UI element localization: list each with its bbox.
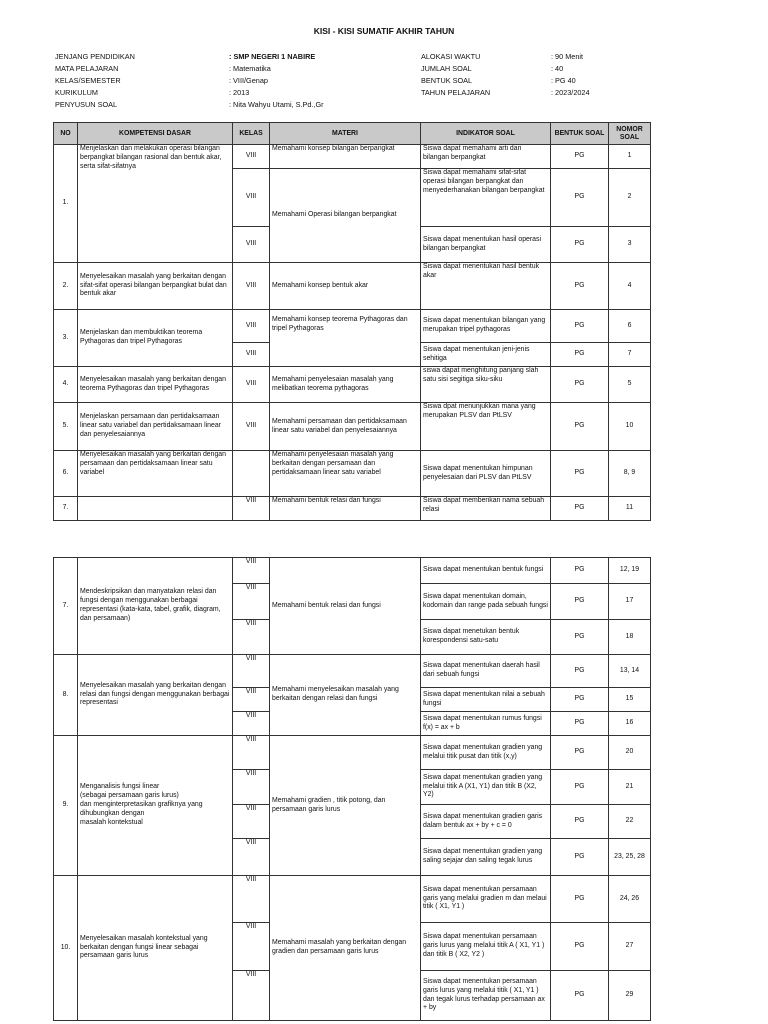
bentuk-cell: PG <box>551 367 609 403</box>
bentuk-cell: PG <box>551 923 609 971</box>
bentuk-cell: PG <box>551 584 609 620</box>
nomor-cell: 4 <box>609 263 651 310</box>
bentuk-cell: PG <box>551 736 609 770</box>
table-row <box>54 451 651 497</box>
row-no: 10. <box>54 876 78 1021</box>
row-no: 1. <box>54 145 78 263</box>
kompetensi-cell: Menyelesaikan masalah yang berkaitan dengan teorema Pythagoras dan tripel Pythagoras <box>78 367 233 403</box>
bentuk-cell: PG <box>551 451 609 497</box>
materi-cell: Memahami bentuk relasi dan fungsi <box>270 497 421 521</box>
table-row <box>54 145 651 169</box>
kelas-cell: VIII <box>233 770 270 805</box>
nomor-cell: 16 <box>609 712 651 736</box>
kelas-cell: VIII <box>233 227 270 263</box>
kelas-cell: VIII <box>233 584 270 620</box>
col-header-kelas: KELAS <box>233 123 270 145</box>
nomor-cell: 8, 9 <box>609 451 651 497</box>
row-no: 7. <box>54 558 78 655</box>
nomor-cell: 12, 19 <box>609 558 651 584</box>
row-no: 5. <box>54 403 78 451</box>
row-no: 4. <box>54 367 78 403</box>
kompetensi-cell: Mendeskripsikan dan manyatakan relasi dan fungsi dengan menggunakan berbagai representasi (kata-kata, tabel, grafik, diagram, dan persamaan) <box>78 558 233 655</box>
row-no: 2. <box>54 263 78 310</box>
bentuk-cell: PG <box>551 876 609 923</box>
label-tahun: TAHUN PELAJARAN <box>421 88 491 97</box>
bentuk-cell: PG <box>551 497 609 521</box>
indikator-cell: Siswa dapat menentukan bilangan yang merupakan tripel pythagoras <box>421 310 551 343</box>
document-title: KISI - KISI SUMATIF AKHIR TAHUN <box>313 26 455 36</box>
label-bentuk: BENTUK SOAL <box>421 76 473 85</box>
blueprint-table-2 <box>53 557 651 1021</box>
nomor-cell: 20 <box>609 736 651 770</box>
bentuk-cell: PG <box>551 805 609 839</box>
header-right-labels <box>421 51 541 99</box>
nomor-cell: 17 <box>609 584 651 620</box>
kelas-cell: VIII <box>233 403 270 451</box>
indikator-cell: Siswa dapat menentukan jeni-jenis sehitiga <box>421 343 551 367</box>
kelas-cell: VIII <box>233 876 270 923</box>
nomor-cell: 6 <box>609 310 651 343</box>
col-header-kompetensi: KOMPETENSI DASAR <box>78 123 233 145</box>
header-left-labels <box>55 51 230 111</box>
table-row <box>54 497 651 521</box>
indikator-cell: Siswa dapat menentukan nilai a sebuah fungsi <box>421 688 551 712</box>
bentuk-cell: PG <box>551 145 609 169</box>
indikator-cell: Siswa dapat menentukan gradien yang melalui titik pusat dan titik (x,y) <box>421 736 551 770</box>
kelas-cell: VIII <box>233 839 270 876</box>
value-penyusun: : Nita Wahyu Utami, S.Pd.,Gr <box>229 100 324 109</box>
indikator-cell: Siswa dapat menentukan rumus fungsi f(x) = ax + b <box>421 712 551 736</box>
materi-cell: Memahami menyelesaikan masalah yang berkaitan dengan relasi dan fungsi <box>270 655 421 736</box>
label-penyusun: PENYUSUN SOAL <box>55 100 118 109</box>
col-header-materi: MATERI <box>270 123 421 145</box>
materi-cell: Memahami konsep bentuk akar <box>270 263 421 310</box>
materi-cell: Memahami Operasi bilangan berpangkat <box>270 169 421 263</box>
kelas-cell: VIII <box>233 558 270 584</box>
row-no: 6. <box>54 451 78 497</box>
indikator-cell: Siswa dapat memahami sifat-sifat operasi bilangan berpangkat dan menyederhanakan bilangan berpangkat <box>421 169 551 227</box>
row-no: 3. <box>54 310 78 367</box>
kelas-cell: VIII <box>233 343 270 367</box>
indikator-cell: Siswa dapat memberikan nama sebuah relasi <box>421 497 551 521</box>
indikator-cell: Siswa dapat menentukan hasil operasi bilangan berpangkat <box>421 227 551 263</box>
nomor-cell: 7 <box>609 343 651 367</box>
row-no: 8. <box>54 655 78 736</box>
kelas-cell: VIII <box>233 497 270 521</box>
table-row <box>54 736 651 770</box>
label-kurikulum: KURIKULUM <box>55 88 98 97</box>
header-right-values <box>551 51 651 99</box>
col-header-no: NO <box>54 123 78 145</box>
kompetensi-cell: Menyelesaikan masalah yang berkaitan dengan sifat-sifat operasi bilangan berpangkat bulat dan bentuk akar <box>78 263 233 310</box>
value-tahun: : 2023/2024 <box>551 88 590 97</box>
row-no: 9. <box>54 736 78 876</box>
value-jumlah: : 40 <box>551 64 564 73</box>
kompetensi-cell: Menganalisis fungsi linear (sebagai persamaan garis lurus) dan menginterpretasikan grafiknya yang dihubungkan dengan masalah kontekstual <box>78 736 233 876</box>
label-jumlah: JUMLAH SOAL <box>421 64 472 73</box>
kelas-cell: VIII <box>233 805 270 839</box>
value-mapel: : Matematika <box>229 64 271 73</box>
bentuk-cell: PG <box>551 839 609 876</box>
col-header-indikator: INDIKATOR SOAL <box>421 123 551 145</box>
indikator-cell: siswa dapat menghitung panjang slah satu sisi segitiga siku-siku <box>421 367 551 403</box>
kelas-cell: VIII <box>233 310 270 343</box>
indikator-cell: Siswa dapat menentukan domain, kodomain dan range pada sebuah fungsi <box>421 584 551 620</box>
indikator-cell: Siswa dapat menentukan persamaan garis yang melalui gradien m dan melaui titik ( X1, Y1 ) <box>421 876 551 923</box>
label-mapel: MATA PELAJARAN <box>55 64 119 73</box>
table-row <box>54 876 651 923</box>
kelas-cell: VIII <box>233 971 270 1021</box>
kelas-cell: VIII <box>233 923 270 971</box>
bentuk-cell: PG <box>551 971 609 1021</box>
label-kelas: KELAS/SEMESTER <box>55 76 121 85</box>
kompetensi-cell: Menyelesaikan masalah yang berkaitan dengan persamaan dan pertidaksamaan linear satu variabel <box>78 451 233 497</box>
value-kelas: : VIII/Genap <box>229 76 268 85</box>
materi-cell: Memahami konsep teorema Pythagoras dan tripel Pythagoras <box>270 310 421 367</box>
nomor-cell: 11 <box>609 497 651 521</box>
materi-cell: Memahami konsep bilangan berpangkat <box>270 145 421 169</box>
materi-cell: Memahami masalah yang berkaitan dengan gradien dan persamaan garis lurus <box>270 876 421 1021</box>
table-row <box>54 263 651 310</box>
header-left-values <box>229 51 409 111</box>
bentuk-cell: PG <box>551 620 609 655</box>
label-alokasi: ALOKASI WAKTU <box>421 52 481 61</box>
indikator-cell: Siswa dapat menentukan hasil bentuk akar <box>421 263 551 310</box>
nomor-cell: 24, 26 <box>609 876 651 923</box>
kelas-cell: VIII <box>233 655 270 688</box>
nomor-cell: 5 <box>609 367 651 403</box>
table-row <box>54 367 651 403</box>
nomor-cell: 2 <box>609 169 651 227</box>
bentuk-cell: PG <box>551 655 609 688</box>
kompetensi-cell: Menjelaskan persamaan dan pertidaksamaan linear satu variabel dan pertidaksamaan linear dan penyelesaiannya <box>78 403 233 451</box>
indikator-cell: Siswa dapat menentukan bentuk fungsi <box>421 558 551 584</box>
bentuk-cell: PG <box>551 688 609 712</box>
value-kurikulum: : 2013 <box>229 88 250 97</box>
kelas-cell: VIII <box>233 145 270 169</box>
indikator-cell: Siswa dapat menentukan gradien yang saling sejajar dan saling tegak lurus <box>421 839 551 876</box>
materi-cell: Memahami persamaan dan pertidaksamaan linear satu variabel dan penyelesaiannya <box>270 403 421 451</box>
nomor-cell: 22 <box>609 805 651 839</box>
materi-cell: Memahami gradien , titik potong, dan persamaan garis lurus <box>270 736 421 876</box>
indikator-cell: Siswa dapat menentukan daerah hasil dari sebuah fungsi <box>421 655 551 688</box>
bentuk-cell: PG <box>551 343 609 367</box>
bentuk-cell: PG <box>551 227 609 263</box>
kelas-cell: VIII <box>233 712 270 736</box>
col-header-nomor: NOMOR SOAL <box>609 123 651 145</box>
bentuk-cell: PG <box>551 169 609 227</box>
value-jenjang: : SMP NEGERI 1 NABIRE <box>229 52 316 61</box>
kompetensi-cell: Menjelaskan dan melakukan operasi bilangan berpangkat bilangan rasional dan bentuk akar, serta sifat-sifatnya <box>78 145 233 263</box>
nomor-cell: 18 <box>609 620 651 655</box>
kelas-cell: VIII <box>233 169 270 227</box>
col-header-bentuk: BENTUK SOAL <box>551 123 609 145</box>
table-row <box>54 310 651 343</box>
table-header-row <box>54 123 651 145</box>
kompetensi-cell: Menyelesaikan masalah kontekstual yang berkaitan dengan fungsi linear sebagai persamaan garis lurus <box>78 876 233 1021</box>
materi-cell: Memahami bentuk relasi dan fungsi <box>270 558 421 655</box>
nomor-cell: 15 <box>609 688 651 712</box>
indikator-cell: Siswa dapat menentukan gradien yang melalui titik A (X1, Y1) dan titik B (X2, Y2) <box>421 770 551 805</box>
indikator-cell: Siswa dapat menentukan gradien garis dalam bentuk ax + by + c = 0 <box>421 805 551 839</box>
nomor-cell: 27 <box>609 923 651 971</box>
bentuk-cell: PG <box>551 310 609 343</box>
nomor-cell: 13, 14 <box>609 655 651 688</box>
nomor-cell: 1 <box>609 145 651 169</box>
kelas-cell: VIII <box>233 620 270 655</box>
nomor-cell: 10 <box>609 403 651 451</box>
bentuk-cell: PG <box>551 403 609 451</box>
row-no: 7. <box>54 497 78 521</box>
nomor-cell: 21 <box>609 770 651 805</box>
kelas-cell: VIII <box>233 367 270 403</box>
nomor-cell: 3 <box>609 227 651 263</box>
table-row <box>54 655 651 688</box>
bentuk-cell: PG <box>551 558 609 584</box>
bentuk-cell: PG <box>551 712 609 736</box>
indikator-cell: Siswa dapat menentukan persamaan garis lurus yang melalui titik A ( X1, Y1 ) dan titik B ( X2, Y2 ) <box>421 923 551 971</box>
nomor-cell: 29 <box>609 971 651 1021</box>
kompetensi-cell: Menjelaskan dan membuktikan teorema Pythagoras dan tripel Pythagoras <box>78 310 233 367</box>
kelas-cell: VIII <box>233 263 270 310</box>
indikator-cell: Siswa dapat memahami arti dari bilangan berpangkat <box>421 145 551 169</box>
kompetensi-cell: Menyelesaikan masalah yang berkaitan dengan relasi dan fungsi dengan menggunakan berbagai representasi <box>78 655 233 736</box>
label-jenjang: JENJANG PENDIDIKAN <box>55 52 135 61</box>
table-row <box>54 558 651 584</box>
materi-cell: Memahami penyelesaian masalah yang melibatkan teorema pythagoras <box>270 367 421 403</box>
value-bentuk: : PG 40 <box>551 76 576 85</box>
table-row <box>54 403 651 451</box>
bentuk-cell: PG <box>551 770 609 805</box>
indikator-cell: Siswa dpat menunjukkan mana yang merupakan PLSV dan PtLSV <box>421 403 551 451</box>
indikator-cell: Siswa dapat menentukan persamaan garis lurus yang melalui titik ( X1, Y1 ) dan tegak lurus terhadap persamaan ax + by <box>421 971 551 1021</box>
kelas-cell: VIII <box>233 736 270 770</box>
blueprint-table-1 <box>53 122 651 521</box>
kompetensi-cell <box>78 497 233 521</box>
nomor-cell: 23, 25, 28 <box>609 839 651 876</box>
indikator-cell: Siswa dapat menentukan himpunan penyelesaian dari PLSV dan PtLSV <box>421 451 551 497</box>
bentuk-cell: PG <box>551 263 609 310</box>
kelas-cell: VIII <box>233 688 270 712</box>
materi-cell: Memahami penyelesaian masalah yang berkaitan dengan persamaan dan pertidaksamaan linear satu variabel <box>270 451 421 497</box>
indikator-cell: Siswa dapat menetukan bentuk korespondensi satu-satu <box>421 620 551 655</box>
value-alokasi: : 90 Menit <box>551 52 584 61</box>
